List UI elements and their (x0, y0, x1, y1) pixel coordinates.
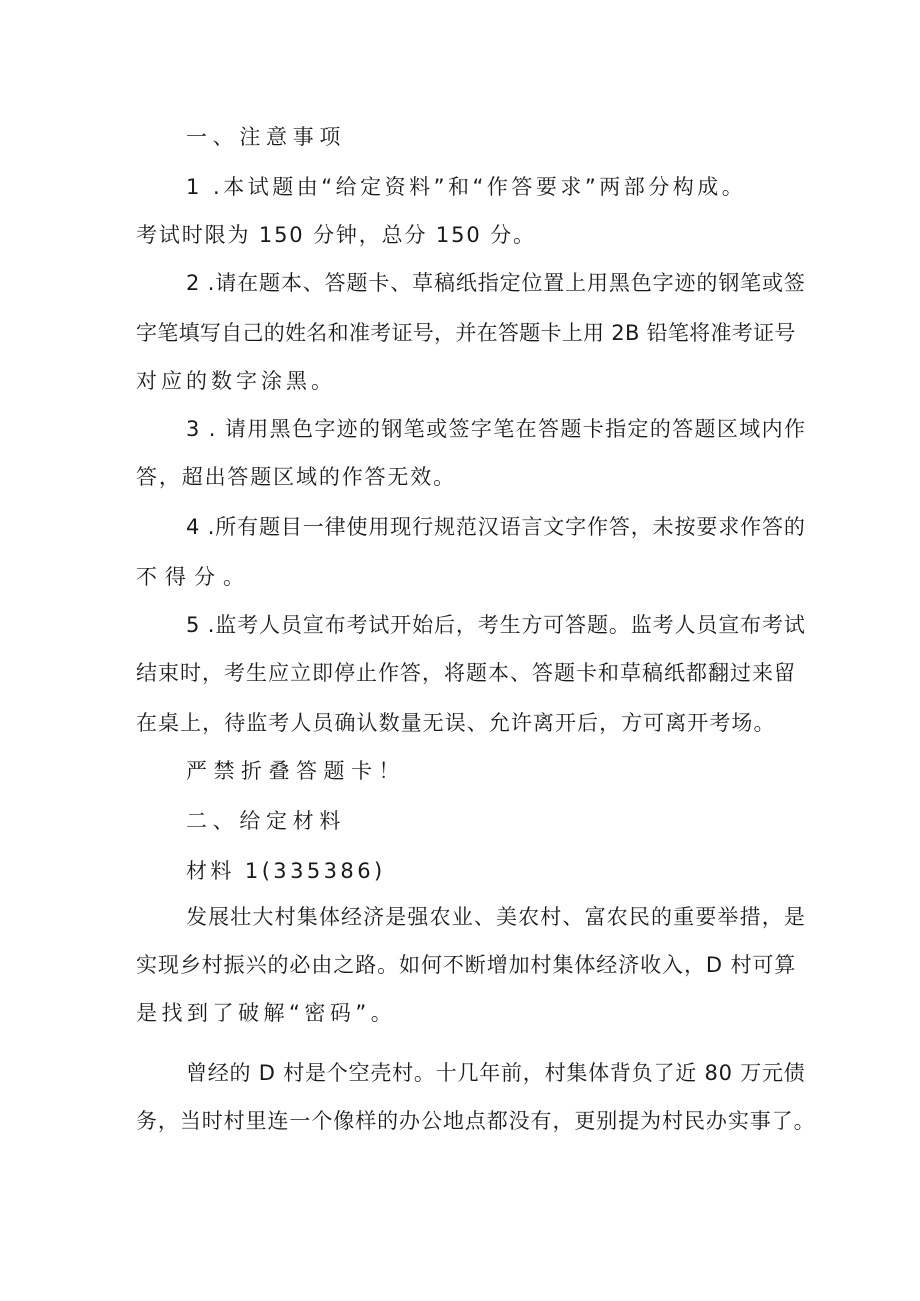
section-heading-notes: 一、注意事项 (186, 125, 346, 149)
note-3-line-1: 3 . 请用黑色字迹的钢笔或签字笔在答题卡指定的答题区域内作 (186, 417, 807, 441)
material-1-para-1-line-3: 是找到了破解“密码”。 (136, 1001, 397, 1025)
note-4-line-1: 4 .所有题目一律使用现行规范汉语言文字作答，未按要求作答的 (186, 515, 806, 539)
note-5-line-1: 5 .监考人员宣布考试开始后，考生方可答题。监考人员宣布考试 (186, 613, 806, 637)
material-1-para-2-line-2: 务，当时村里连一个像样的办公地点都没有，更别提为村民办实事了。 (136, 1109, 816, 1133)
section-heading-materials: 二、给定材料 (186, 809, 346, 833)
note-2-line-3: 对应的数字涂黑。 (136, 369, 336, 393)
note-5-line-3: 在桌上，待监考人员确认数量无误、允许离开后，方可离开考场。 (136, 711, 776, 735)
note-3-line-2: 答，超出答题区域的作答无效。 (136, 465, 456, 489)
material-1-para-2-line-1: 曾经的 D 村是个空壳村。十几年前，村集体背负了近 80 万元债 (186, 1061, 806, 1085)
note-2-line-2: 字笔填写自己的姓名和准考证号，并在答题卡上用 2B 铅笔将准考证号 (136, 321, 796, 345)
material-1-para-1-line-1: 发展壮大村集体经济是强农业、美农村、富农民的重要举措，是 (186, 905, 806, 929)
note-2-line-1: 2 .请在题本、答题卡、草稿纸指定位置上用黑色字迹的钢笔或签 (186, 271, 806, 295)
note-1-line-2: 考试时限为 150 分钟，总分 150 分。 (136, 223, 536, 247)
note-4-line-2: 不得分。 (136, 565, 252, 589)
material-1-para-1-line-2: 实现乡村振兴的必由之路。如何不断增加村集体经济收入，D 村可算 (136, 953, 797, 977)
note-1-line-1: 1 .本试题由“给定资料”和“作答要求”两部分构成。 (186, 175, 747, 199)
note-5-line-2: 结束时，考生应立即停止作答，将题本、答题卡和草稿纸都翻过来留 (136, 661, 796, 685)
warning-no-folding: 严禁折叠答题卡！ (186, 759, 406, 783)
material-1-title: 材料 1(335386) (186, 859, 386, 883)
